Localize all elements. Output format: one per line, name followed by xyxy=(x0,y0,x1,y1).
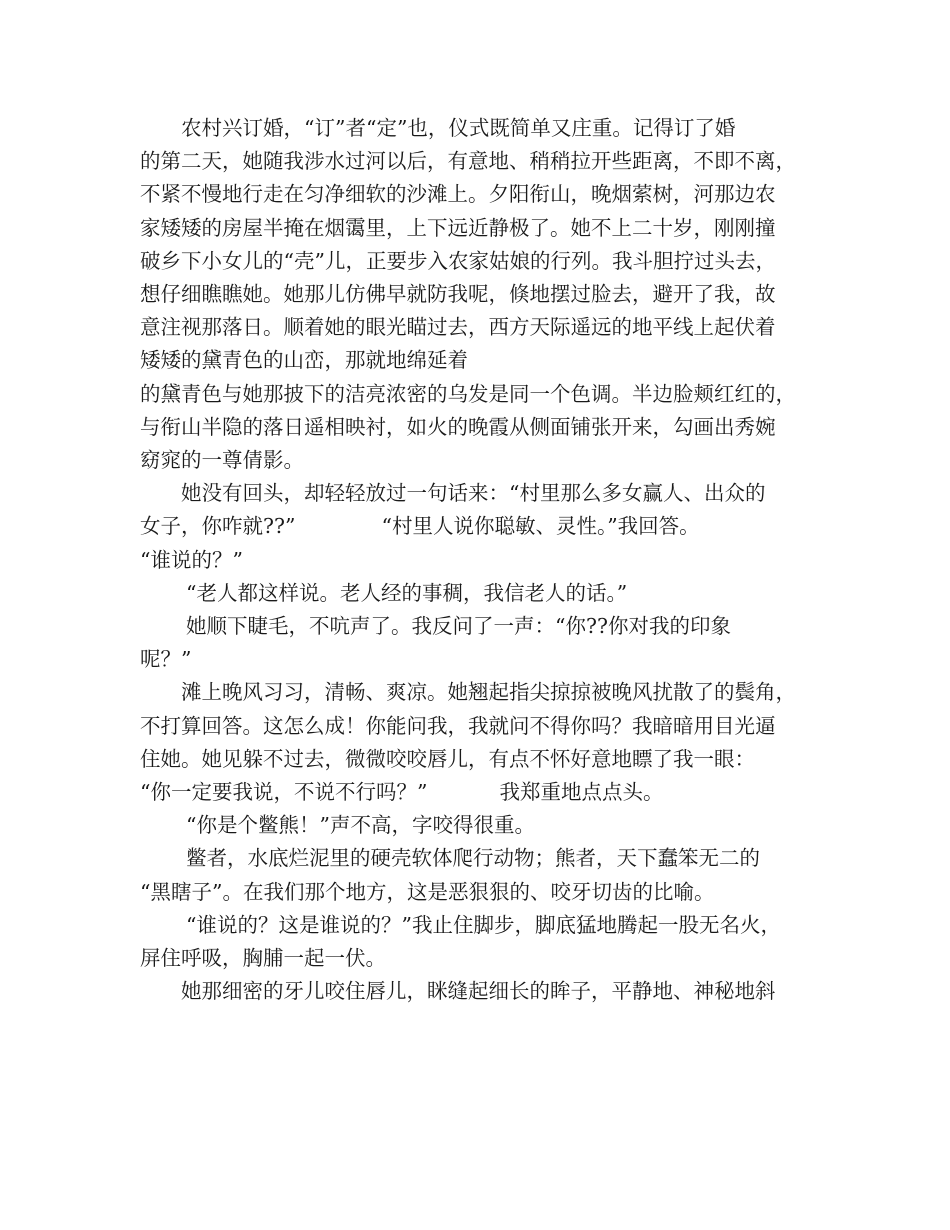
text-line: “老人都这样说。老人经的事稠，我信老人的话。” xyxy=(186,580,628,605)
dialog-fragment: 我郑重地点点头。 xyxy=(499,780,664,805)
text-line: 矮矮的黛青色的山峦，那就地绵延着 xyxy=(140,348,468,373)
paragraph-5 xyxy=(140,610,812,676)
text-line: 不紧不慢地行走在匀净细软的沙滩上。夕阳衔山，晚烟萦树，河那边农 xyxy=(140,182,776,207)
document-body xyxy=(140,112,812,1008)
text-line: 想仔细瞧瞧她。她那儿仿佛早就防我呢，倏地摆过脸去，避开了我，故 xyxy=(140,282,776,307)
text-line: 屏住呼吸，胸脯一起一伏。 xyxy=(140,946,386,971)
text-line: “你是个鳖熊！”声不高，字咬得很重。 xyxy=(186,813,535,838)
paragraph-7 xyxy=(140,809,812,842)
text-line: 不打算回答。这怎么成！你能问我，我就问不得你吗？我暗暗用目光逼 xyxy=(140,713,776,738)
paragraph-4 xyxy=(140,577,812,610)
dialog-fragment: “村里人说你聪敏、灵性。”我回答。 xyxy=(381,514,700,539)
paragraph-1 xyxy=(140,112,812,378)
dialog-fragment: 女子，你咋就??” xyxy=(140,514,296,539)
paragraph-9 xyxy=(140,909,812,975)
paragraph-3 xyxy=(140,477,812,577)
text-line: 滩上晚风习习，清畅、爽凉。她翘起指尖掠掠被晚风扰散了的鬓角， xyxy=(181,680,796,705)
text-line: 她顺下睫毛，不吭声了。我反问了一声：“你??你对我的印象 xyxy=(186,614,731,639)
text-line: 住她。她见躲不过去，微微咬咬唇儿，有点不怀好意地瞟了我一眼： xyxy=(140,746,755,771)
text-line: 她那细密的牙儿咬住唇儿，眯缝起细长的眸子，平静地、神秘地斜 xyxy=(181,979,776,1004)
paragraph-2 xyxy=(140,378,812,478)
text-line: 呢？” xyxy=(140,647,192,672)
text-line: “谁说的？” xyxy=(140,547,243,572)
paragraph-10 xyxy=(140,975,812,1008)
paragraph-6 xyxy=(140,676,812,809)
text-line: “谁说的？这是谁说的？”我止住脚步，脚底猛地腾起一股无名火， xyxy=(186,912,781,937)
text-line: 意注视那落日。顺着她的眼光瞄过去，西方天际遥远的地平线上起伏着 xyxy=(140,315,776,340)
text-line: 鳖者，水底烂泥里的硬壳软体爬行动物；熊者，天下蠢笨无二的 xyxy=(186,846,760,871)
paragraph-8 xyxy=(140,842,812,908)
text-line: 家矮矮的房屋半掩在烟霭里，上下远近静极了。她不上二十岁，刚刚撞 xyxy=(140,215,776,240)
text-line xyxy=(140,776,812,809)
text-line: 她没有回头，却轻轻放过一句话来：“村里那么多女赢人、出众的 xyxy=(181,481,766,506)
text-line: 的第二天，她随我涉水过河以后，有意地、稍稍拉开些距离，不即不离， xyxy=(140,149,796,174)
text-line: 破乡下小女儿的“壳”儿，正要步入农家姑娘的行列。我斗胆拧过头去， xyxy=(140,248,776,273)
text-line: 窈窕的一尊倩影。 xyxy=(140,448,304,473)
text-line: 的黛青色与她那披下的洁亮浓密的乌发是同一个色调。半边脸颊红红的， xyxy=(140,381,796,406)
text-line: “黑瞎子”。在我们那个地方，这是恶狠狠的、咬牙切齿的比喻。 xyxy=(140,879,715,904)
text-line: 农村兴订婚，“订”者“定”也，仪式既简单又庄重。记得订了婚 xyxy=(181,116,736,140)
text-line xyxy=(140,510,812,543)
dialog-fragment: “你一定要我说，不说不行吗？” xyxy=(140,780,428,805)
text-line: 与衔山半隐的落日遥相映衬，如火的晚霞从侧面铺张开来，勾画出秀婉 xyxy=(140,414,776,439)
